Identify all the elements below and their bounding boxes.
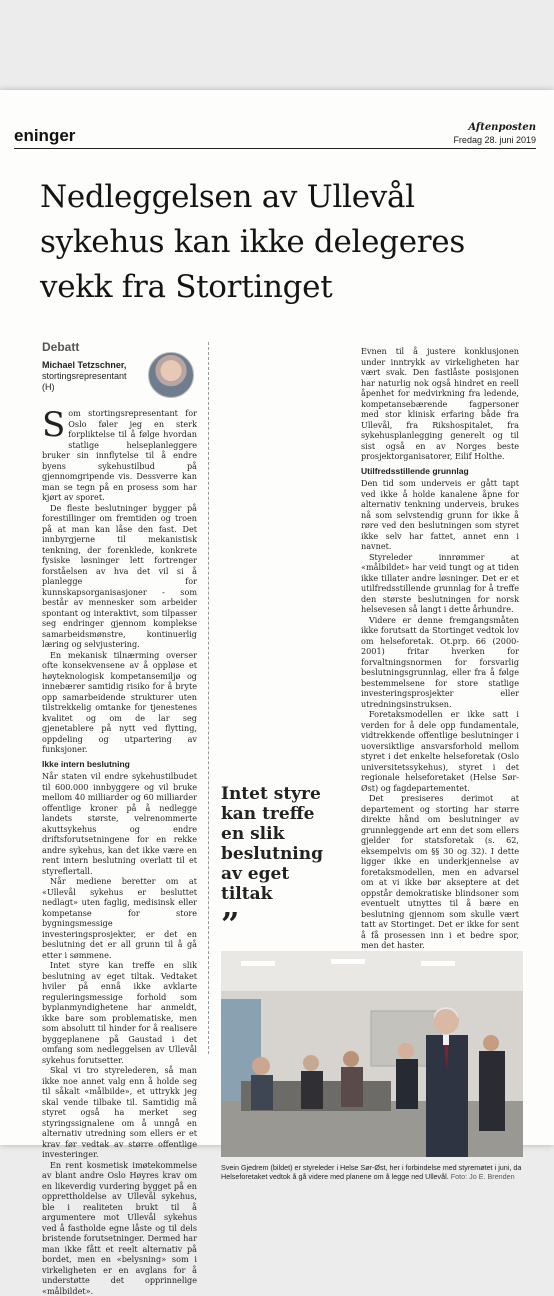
article-photo [221, 951, 523, 1157]
caption-text: Svein Gjedrem (bildet) er styreleder i Helse Sør-Øst, her i forbindelse med styremøtet i juni, da Helseforetaket vedtok å gå videre med planene om å legge ned Ullevål. [221, 1163, 521, 1181]
masthead [453, 122, 536, 145]
paragraph: En rent kosmetisk imøtekommelse av blant andre Oslo Høyres krav om en likeverdig vurdering bygget på en opprettholdelse av Ullevål sykehus, ble i realiteten brukt til å argumentere mot Ullevål sykehus ved å fastholde egne låste og til dels bristende forutsetninger. Dermed har man ikke fått et reelt alternativ på bordet, men en «belysning» som i virkeligheten er en avglans for å understøtte det opprinnelige «målbildet». [42, 1160, 197, 1296]
photo-credit: Foto: Jo E. Brenden [451, 1172, 515, 1181]
paragraph: Når staten vil endre sykehustilbudet til 600.000 innbyggere og vil bruke mellom 40 milliarder og 60 milliarder offentlige kroner på å nedlegge landets største, velrenommerte akuttsykehus og endre driftsforutsetningene for en rekke andre sykehus, kan det ikke være en rent intern beslutning overlatt til et styreflertall. [42, 771, 197, 876]
left-column [42, 408, 197, 1296]
paragraph: Skal vi tro styrelederen, så man ikke noe annet valg enn å holde seg til såkalt «målbilde», et uttrykk jeg skal vende tilbake til. Samtidig må styret også ha merket seg styringssignalene om å unngå en alternativ utredning som ellers er et krav før vedtak av større offentlige investeringer. [42, 1065, 197, 1160]
author-byline [42, 360, 127, 393]
column-divider [208, 342, 210, 1054]
paragraph: Videre er denne fremgangsmåten ikke forutsatt da Stortinget vedtok lov om helseforetak. Ot.prp. 66 (2000-2001) fritar hverken for forvaltningsnormen for forsvarlig beslutningsgrunnlag, eller fra å følge bestemmelsene for store statlige investeringsprosjekter eller utredningsinstruksen. [361, 615, 519, 710]
issue-date: Fredag 28. juni 2019 [453, 135, 536, 145]
paragraph: Evnen til å justere konklusjonen under inntrykk av virkeligheten har vært svak. Den fastlåste posisjonen har naturlig nok også hindret en reell åpenhet for medvirkning fra ledende, kompetansebærende fagpersoner med stor klinisk erfaring både fra Ullevål, fra Rikshospitalet, fra sykehusplanlegging generelt og til sist også en av Norges beste prosjektorganisatorer, Eilif Holthe. [361, 346, 519, 462]
paragraph: Når mediene beretter om at «Ullevål sykehus er besluttet nedlagt» uten faglig, medisinsk eller kompetanse for store bygningsmessige investeringsprosjekter, er det en beslutning det er all grunn til å gå etter i sømmene. [42, 876, 197, 960]
paragraph: De fleste beslutninger bygger på forestillinger om fremtiden og troen på at man kan låse den fast. Det innbyrgjerne til mekanistisk tenkning, der forenklede, konkrete fysiske løsninger lett fortrenger forståelsen av hva det vil si å planlegge for kunnskapsorganisasjoner - som består av mennesker som arbeider spontant og interaktivt, som tilpasser seg endringer gjennom komplekse samarbeidsmønstre, kontinuerlig læring og selvjustering. [42, 503, 197, 650]
paragraph-text: om stortingsrepresentant for Oslo føler jeg en sterk forpliktelse til å følge hvordan statlige helseplanleggere bruker sin innflytelse til å endre byens sykehustilbud på gjennomgripende vis. Dessverre kan man se tegn på en prosess som har kjørt av sporet. [42, 408, 197, 502]
author-party: (H) [42, 382, 55, 392]
newspaper-page [0, 90, 554, 1145]
paragraph: Styreleder innrømmer at «målbildet» har veid tungt og at tiden ikke tillater andre løsninger. Det er et utilfredsstillende grunnlag for å treffe den største beslutningen for norsk helsevesen så langt i dette århundre. [361, 552, 519, 615]
dropcap: S [42, 410, 65, 440]
subheading: Ikke intern beslutning [42, 759, 197, 770]
photo-caption [221, 1163, 525, 1181]
section-label: eninger [14, 126, 75, 146]
right-column [361, 346, 519, 951]
author-role: stortingsrepresentant [42, 371, 127, 381]
meeting-room-photo [221, 951, 523, 1157]
paragraph [42, 408, 197, 503]
pull-quote: Intet styre kan treffe en slik beslutning av eget tiltak [221, 784, 331, 904]
paragraph: Den tid som underveis er gått tapt ved ikke å holde kanalene åpne for alternativ tenkning underveis, brukes nå som selvstendig grunn for ikke å røre ved den beslutningen som styret ikke selv har fattet, annet enn i navnet. [361, 478, 519, 552]
subheading: Utilfredsstillende grunnlag [361, 466, 519, 477]
headline: Nedleggelsen av Ullevål sykehus kan ikke delegeres vekk fra Stortinget [40, 175, 530, 310]
paper-name: Aftenposten [453, 122, 536, 133]
paragraph: En mekanisk tilnærming overser ofte konsekvensene av å oppløse et høyteknologisk kompetansemiljø og innebærer samtidig risiko for å bryte opp samarbeidende strukturer uten tilstrekkelig omtanke for tjenestenes kvalitet og om de lar seg gjenetablere på nytt ved flytting, oppdeling og utpartering av funksjoner. [42, 650, 197, 755]
header-rule [14, 148, 536, 149]
author-name: Michael Tetzschner, [42, 360, 126, 370]
author-portrait [148, 352, 194, 398]
debatt-label: Debatt [42, 340, 79, 354]
paragraph: Foretaksmodellen er ikke satt i verden for å dele opp fundamentale, vidtrekkende offentlige beslutninger i uoversiktlige ansvarsforhold mellom styret i det enkelte helseforetak (Oslo universitetssykehus), styret i det regionale helseforetaket (Helse Sør-Øst) og fagdepartementet. [361, 709, 519, 793]
paragraph: Intet styre kan treffe en slik beslutning av eget tiltak. Vedtaket hviler på ennå ikke avklarte reguleringsmessige forhold som byplanmyndighetene har anmeldt, ikke bare som problematiske, men som absolutt til hinder for å realisere byggeplanene på Gaustad i det omfang som nedleggelsen av Ullevål sykehus forutsetter. [42, 960, 197, 1065]
quote-mark-icon: ” [221, 905, 239, 943]
paragraph: Det presiseres derimot at departement og storting har større direkte hånd om beslutninger av grunnleggende art enn det som ellers gjelder for statsforetak (s. 62, eksempelvis om §§ 30 og 32). I dette ligger ikke en underkjennelse av foretaksmodellen, men en advarsel om at vi ikke bør akseptere at det oppstår demokratiske blindsoner som eventuelt utnyttes til å bære en beslutning gjennom som skulle vært tatt av Stortinget. Det er ikke for sent å få prosessen inn i et bedre spor, men det haster. [361, 793, 519, 951]
